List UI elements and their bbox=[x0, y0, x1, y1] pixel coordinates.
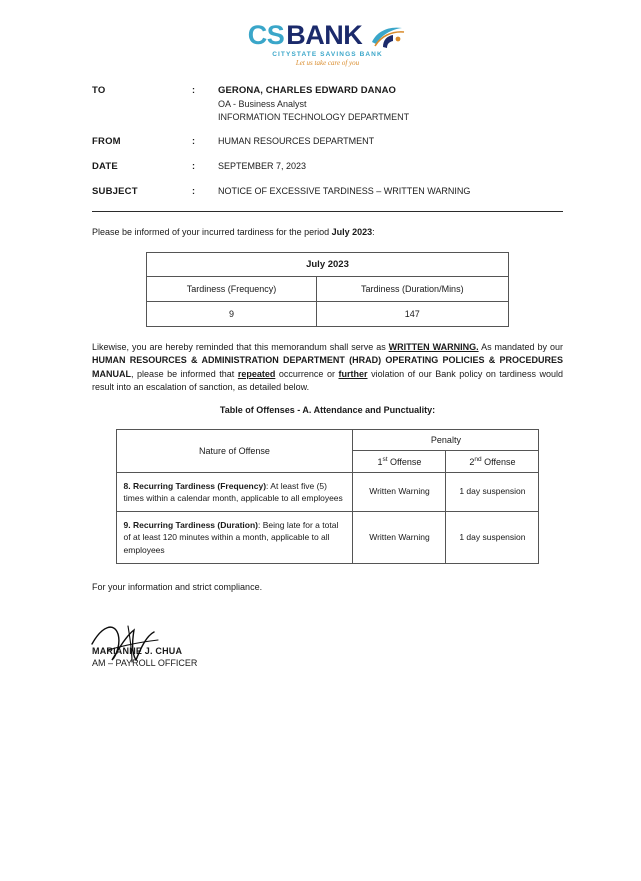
col-second-sup: nd bbox=[474, 455, 482, 463]
signatory-title: AM – PAYROLL OFFICER bbox=[92, 658, 198, 669]
tardiness-frequency-header: Tardiness (Frequency) bbox=[147, 276, 317, 301]
table-row bbox=[147, 301, 509, 326]
col-first-sup: st bbox=[382, 455, 388, 463]
col-first-num: 1 bbox=[377, 456, 383, 467]
warning-bold-hrad-manual: HUMAN RESOURCES & ADMINISTRATION DEPARTMENT (HRAD) OPERATING POLICIES & PROCEDURES MANUAL bbox=[92, 355, 563, 379]
col-second-rest: Offense bbox=[481, 456, 516, 467]
col-second-num: 2 bbox=[469, 456, 475, 467]
tardiness-duration-value: 147 bbox=[316, 301, 508, 326]
date-colon: : bbox=[192, 161, 195, 171]
tardiness-table bbox=[146, 252, 509, 327]
warning-part-3: , please be informed that bbox=[131, 368, 238, 379]
memo-header-fields bbox=[92, 85, 563, 197]
offense-1-title: 8. Recurring Tardiness (Frequency) bbox=[123, 480, 267, 491]
offense-2-title: 9. Recurring Tardiness (Duration) bbox=[123, 520, 258, 531]
offense-description-2 bbox=[116, 512, 353, 564]
from-colon: : bbox=[192, 136, 195, 146]
intro-suffix: : bbox=[372, 227, 375, 237]
offense-2-text: : Being late for a total of at least 120 minutes within a month, applicable to all employees bbox=[123, 520, 339, 555]
recipient-position: OA - Business Analyst bbox=[218, 99, 307, 109]
date-label: DATE bbox=[92, 161, 118, 172]
offense-1-first-penalty: Written Warning bbox=[353, 472, 446, 512]
table-row bbox=[147, 252, 509, 276]
tardiness-frequency-value: 9 bbox=[147, 301, 317, 326]
hand-swoosh-icon bbox=[369, 23, 407, 49]
signatory-name: MARIANNE J. CHUA bbox=[92, 646, 183, 657]
logo-tagline: Let us take care of you bbox=[295, 59, 360, 67]
table-row bbox=[116, 429, 539, 450]
intro-period: July 2023 bbox=[331, 227, 373, 237]
subject-label: SUBJECT bbox=[92, 186, 138, 197]
warning-bold-further: further bbox=[338, 368, 368, 379]
col-first-rest: Offense bbox=[387, 456, 422, 467]
from-label: FROM bbox=[92, 136, 121, 147]
logo-cs-text: CS bbox=[247, 20, 285, 50]
table-row bbox=[147, 276, 509, 301]
field-to bbox=[92, 85, 563, 122]
header-divider bbox=[92, 211, 563, 212]
recipient-department: INFORMATION TECHNOLOGY DEPARTMENT bbox=[218, 112, 410, 122]
col-penalty: Penalty bbox=[353, 429, 539, 450]
offenses-table-title: Table of Offenses - A. Attendance and Punctuality: bbox=[219, 404, 436, 415]
offense-2-second-penalty: 1 day suspension bbox=[446, 512, 539, 564]
intro-paragraph bbox=[92, 226, 563, 240]
date-value: SEPTEMBER 7, 2023 bbox=[218, 161, 307, 171]
warning-bold-written-warning: WRITTEN WARNING. bbox=[388, 341, 479, 352]
logo-bank-text: BANK bbox=[286, 20, 363, 50]
intro-prefix: Please be informed of your incurred tardiness for the period bbox=[92, 227, 332, 237]
recipient-name: GERONA, CHARLES EDWARD DANAO bbox=[218, 85, 397, 96]
offense-2-first-penalty: Written Warning bbox=[353, 512, 446, 564]
offense-1-second-penalty: 1 day suspension bbox=[446, 472, 539, 512]
col-first-offense bbox=[353, 450, 446, 472]
warning-part-5: violation of our Bank policy on tardiness would result into an escalation of sanction, as detailed below. bbox=[92, 368, 564, 392]
letterhead bbox=[92, 22, 563, 67]
tardiness-duration-header: Tardiness (Duration/Mins) bbox=[316, 276, 508, 301]
to-colon: : bbox=[192, 85, 195, 95]
subject-value: NOTICE OF EXCESSIVE TARDINESS – WRITTEN WARNING bbox=[218, 186, 471, 196]
warning-bold-repeated: repeated bbox=[237, 368, 276, 379]
offenses-table bbox=[116, 429, 540, 565]
closing-line: For your information and strict compliance. bbox=[92, 582, 263, 593]
table-row bbox=[116, 512, 539, 564]
col-second-offense bbox=[446, 450, 539, 472]
to-label: TO bbox=[92, 85, 106, 96]
col-nature-of-offense: Nature of Offense bbox=[116, 429, 353, 472]
warning-part-4: occurrence or bbox=[275, 368, 339, 379]
field-date bbox=[92, 161, 563, 172]
to-value bbox=[218, 85, 563, 122]
field-subject bbox=[92, 186, 563, 197]
offense-1-text: : At least five (5) times within a calendar month, applicable to all employees bbox=[123, 480, 343, 503]
bank-logo bbox=[248, 22, 408, 49]
logo-subtitle: CITYSTATE SAVINGS BANK bbox=[272, 51, 383, 58]
warning-part-2: As mandated by our bbox=[478, 341, 563, 352]
subject-colon: : bbox=[192, 186, 195, 196]
offense-description-1 bbox=[116, 472, 353, 512]
warning-part-1: Likewise, you are hereby reminded that this memorandum shall serve as bbox=[92, 341, 389, 352]
signature-block bbox=[92, 646, 322, 668]
warning-paragraph bbox=[92, 341, 563, 395]
field-from bbox=[92, 136, 563, 147]
tardiness-month-header: July 2023 bbox=[147, 252, 509, 276]
from-value: HUMAN RESOURCES DEPARTMENT bbox=[218, 136, 375, 146]
table-row bbox=[116, 472, 539, 512]
